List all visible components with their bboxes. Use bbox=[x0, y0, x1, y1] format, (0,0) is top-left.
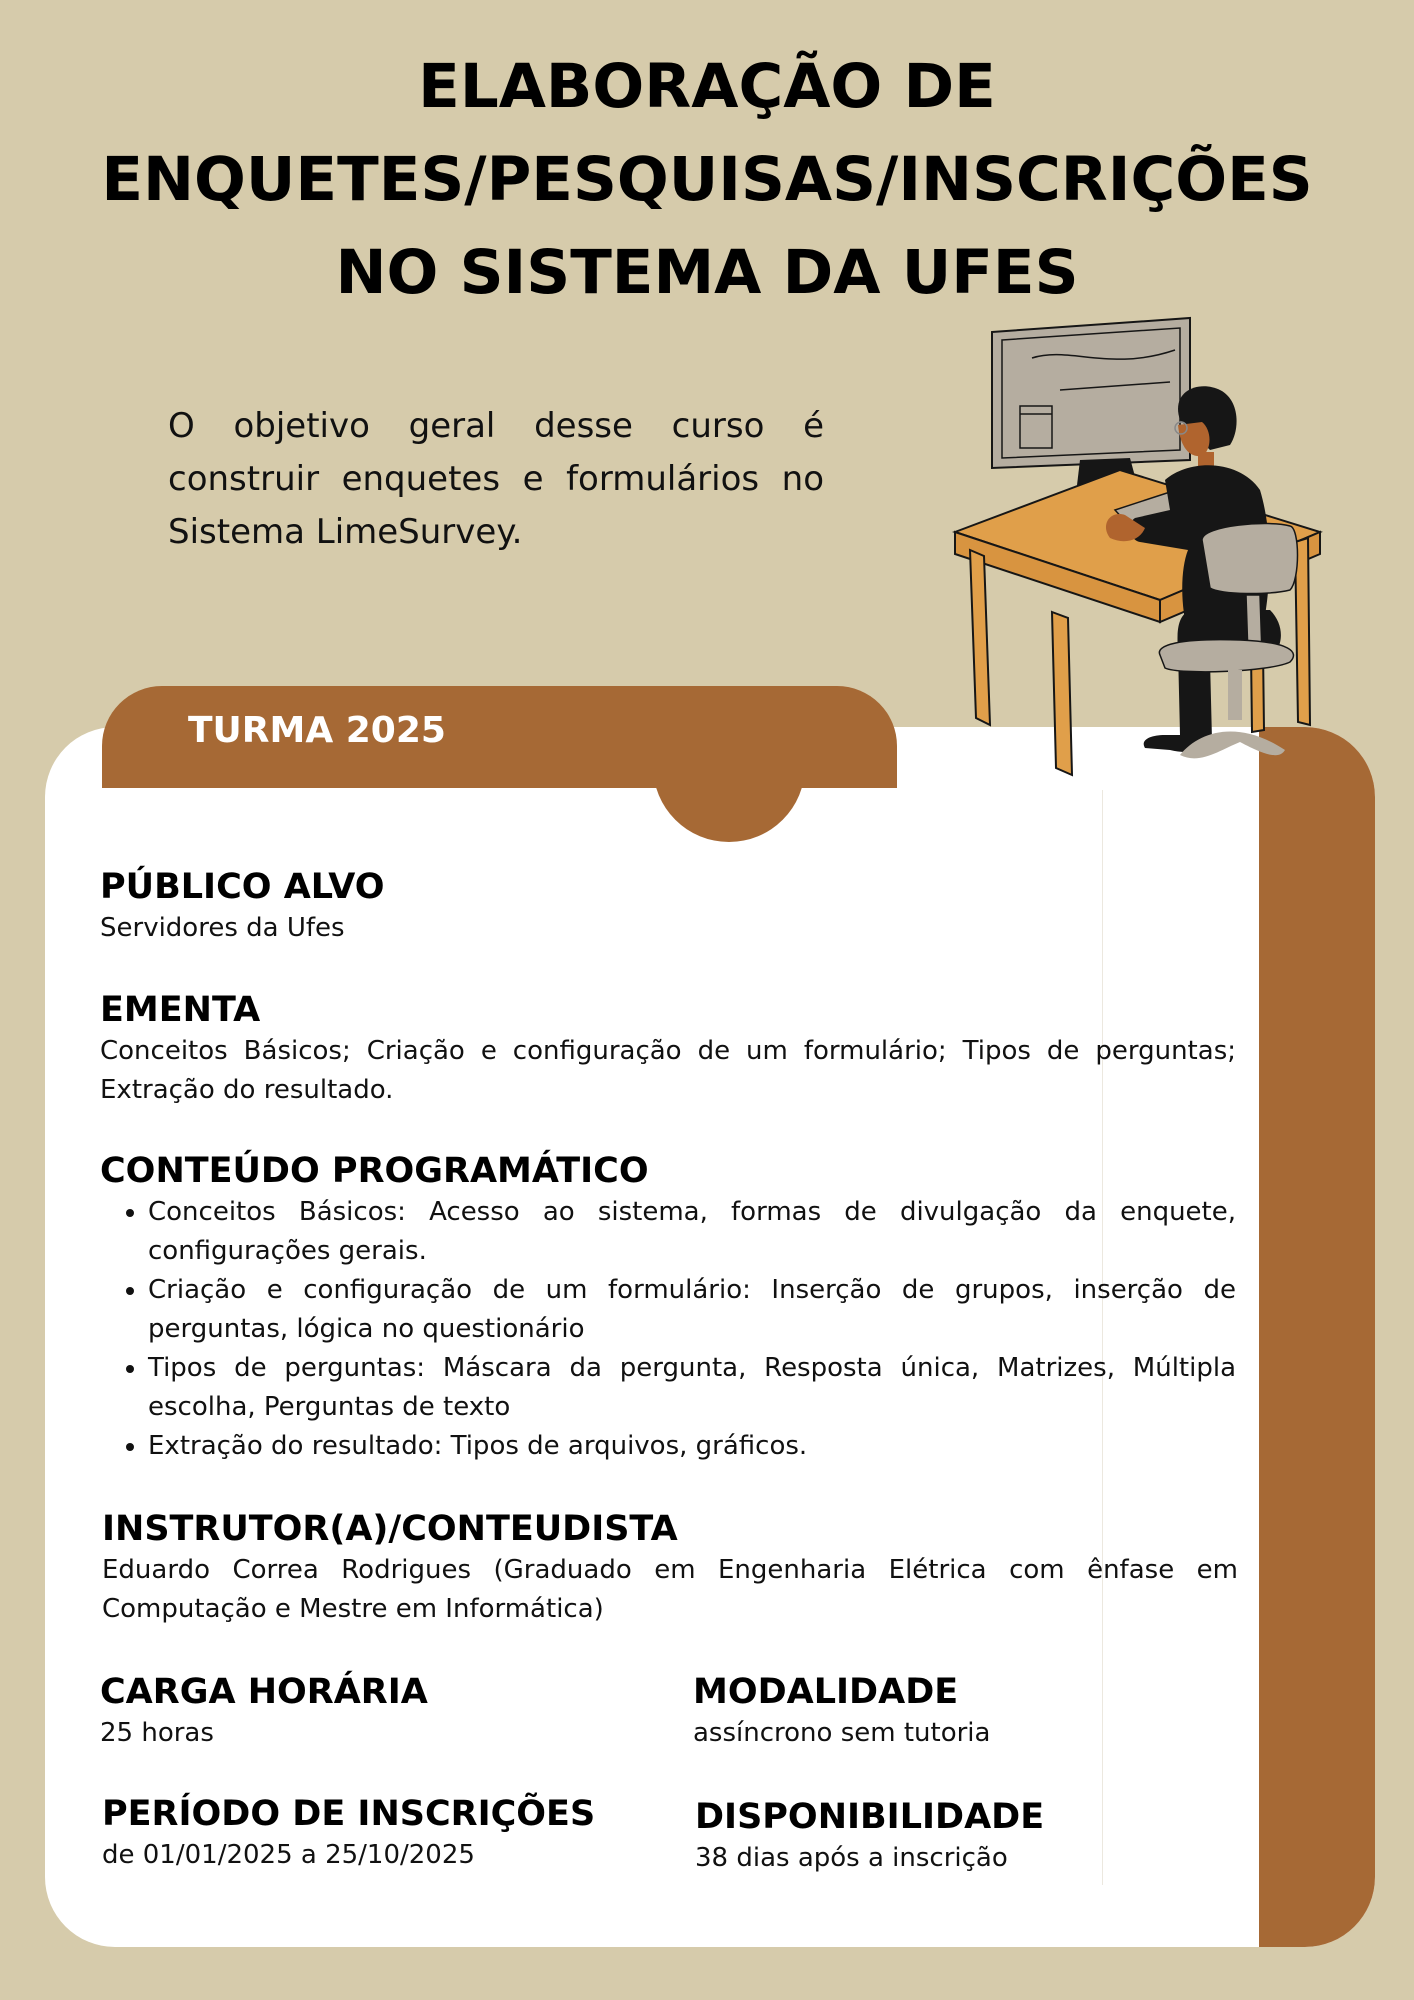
section-ementa bbox=[100, 988, 1236, 1110]
section-publico-alvo bbox=[100, 865, 1240, 948]
conteudo-heading: CONTEÚDO PROGRAMÁTICO bbox=[100, 1151, 649, 1191]
periodo-text: de 01/01/2025 a 25/10/2025 bbox=[102, 1840, 475, 1870]
turma-label: TURMA 2025 bbox=[188, 710, 446, 751]
carga-heading: CARGA HORÁRIA bbox=[100, 1672, 428, 1712]
disponibilidade-heading: DISPONIBILIDADE bbox=[695, 1797, 1045, 1837]
list-item: • Conceitos Básicos: Acesso ao sistema, formas de divulgação da enquete, configurações gerais. bbox=[148, 1193, 1236, 1271]
section-periodo-inscricoes bbox=[102, 1792, 682, 1875]
title-line-1: ELABORAÇÃO DE bbox=[418, 51, 996, 122]
list-item: • Tipos de perguntas: Máscara da pergunta, Resposta única, Matrizes, Múltipla escolha, Perguntas de texto bbox=[148, 1349, 1236, 1427]
section-disponibilidade bbox=[695, 1795, 1235, 1878]
instrutor-text: Eduardo Correa Rodrigues (Graduado em Engenharia Elétrica com ênfase em Computação e Mestre em Informática) bbox=[102, 1555, 1238, 1624]
ementa-text: Conceitos Básicos; Criação e configuração de um formulário; Tipos de perguntas; Extração do resultado. bbox=[100, 1036, 1236, 1105]
publico-text: Servidores da Ufes bbox=[100, 913, 345, 943]
monitor-icon bbox=[992, 318, 1190, 502]
list-item: • Criação e configuração de um formulário: Inserção de grupos, inserção de perguntas, lógica no questionário bbox=[148, 1271, 1236, 1349]
person-at-computer-illustration bbox=[940, 310, 1340, 780]
ementa-heading: EMENTA bbox=[100, 990, 261, 1030]
instrutor-heading: INSTRUTOR(A)/CONTEUDISTA bbox=[102, 1509, 678, 1549]
list-item: • Extração do resultado: Tipos de arquivos, gráficos. bbox=[148, 1427, 1236, 1466]
objective-text: O objetivo geral desse curso é construir enquetes e formulários no Sistema LimeSurvey. bbox=[168, 406, 824, 552]
title-line-2: ENQUETES/PESQUISAS/INSCRIÇÕES bbox=[101, 144, 1313, 215]
page-title bbox=[60, 40, 1354, 319]
section-conteudo bbox=[100, 1149, 1236, 1466]
disponibilidade-text: 38 dias após a inscrição bbox=[695, 1843, 1008, 1873]
modalidade-heading: MODALIDADE bbox=[693, 1672, 959, 1712]
section-carga-horaria bbox=[100, 1670, 660, 1753]
conteudo-list bbox=[100, 1193, 1236, 1466]
publico-heading: PÚBLICO ALVO bbox=[100, 867, 385, 907]
carga-text: 25 horas bbox=[100, 1718, 214, 1748]
card-side-band bbox=[1259, 727, 1375, 1947]
section-modalidade bbox=[693, 1670, 1233, 1753]
section-instrutor bbox=[102, 1507, 1238, 1629]
modalidade-text: assíncrono sem tutoria bbox=[693, 1718, 991, 1748]
title-line-3: NO SISTEMA DA UFES bbox=[335, 237, 1079, 308]
periodo-heading: PERÍODO DE INSCRIÇÕES bbox=[102, 1794, 596, 1834]
